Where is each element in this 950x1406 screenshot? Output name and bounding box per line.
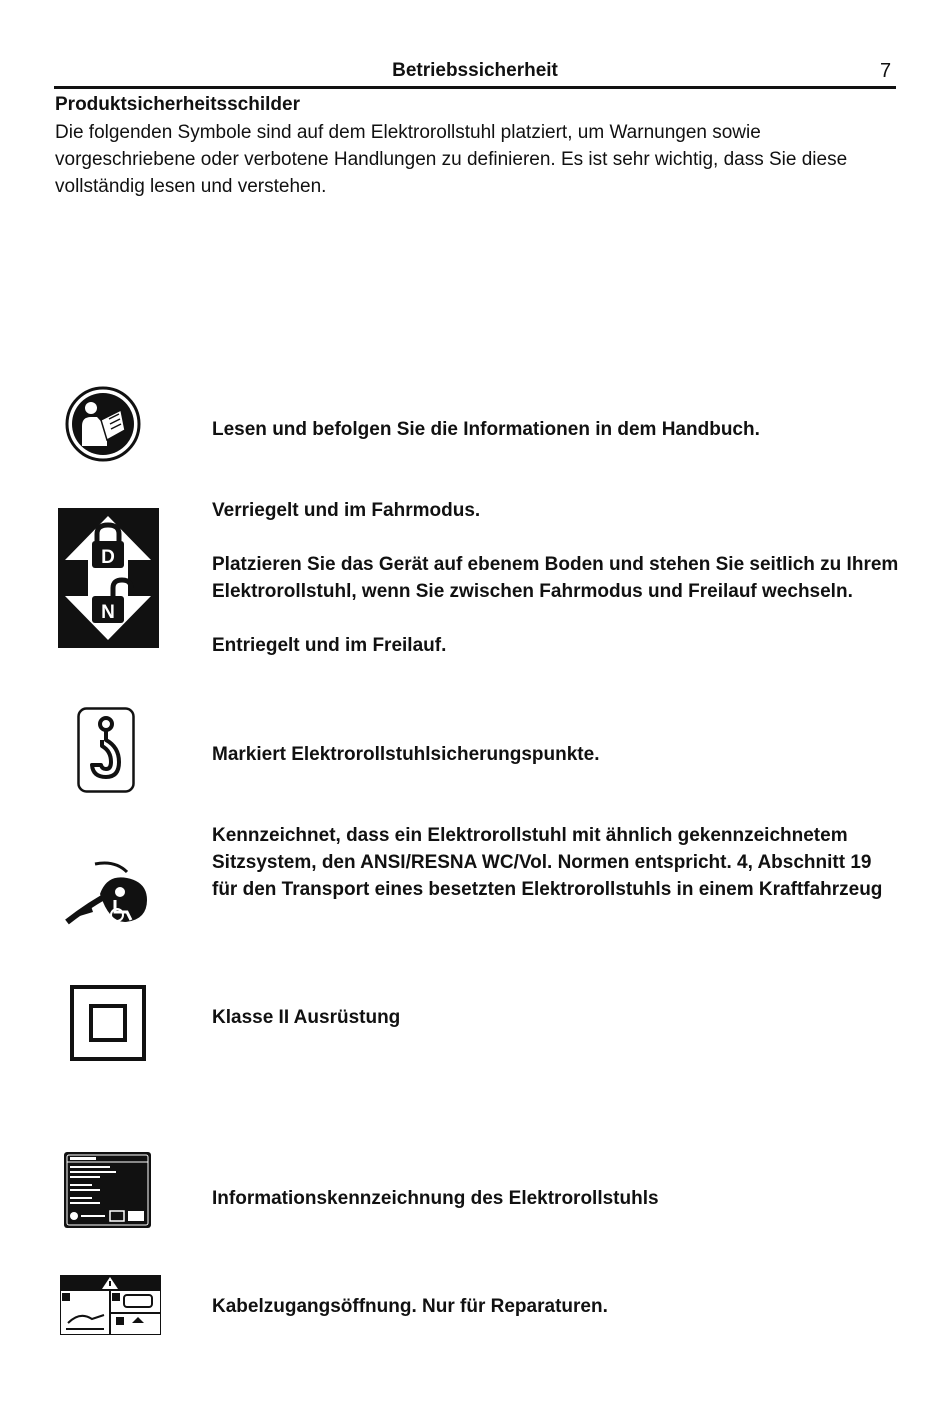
symbol-description-cable-access: Kabelzugangsöffnung. Nur für Reparaturen. xyxy=(212,1296,608,1317)
symbol-description-class-ii: Klasse II Ausrüstung xyxy=(212,1007,401,1028)
freewheel-mode-label: N xyxy=(101,602,115,623)
lock-drive-freewheel-icon xyxy=(58,508,159,648)
intro-paragraph: Die folgenden Symbole sind auf dem Elektrorollstuhl platziert, um Warnungen sowie vorgeschriebene oder verbotene Handlungen zu definieren. Es ist sehr wichtig, dass Sie diese vollständig lesen und verstehen. xyxy=(55,122,848,197)
symbol-description-transit: Kennzeichnet, dass ein Elektrorollstuhl mit ähnlich gekennzeichnetem Sitzsystem, den ANSI/RESNA WC/Vol. Normen entspricht. 4, Abschnitt 19 für den Transport eines besetzten Elektrorollstuhls in einem Kraftfahrzeug xyxy=(212,825,883,900)
class-ii-equipment-icon xyxy=(70,985,146,1061)
securement-hook-icon xyxy=(77,707,135,793)
section-heading: Produktsicherheitsschilder xyxy=(55,94,300,115)
cable-access-icon xyxy=(60,1275,161,1335)
locked-drive-text: Verriegelt und im Fahrmodus. xyxy=(212,500,481,521)
transit-seating-icon xyxy=(65,860,149,926)
symbol-description-read-manual: Lesen und befolgen Sie die Informationen in dem Handbuch. xyxy=(212,419,760,440)
read-manual-icon xyxy=(65,386,141,462)
symbol-description-product-label: Informationskennzeichnung des Elektrorollstuhls xyxy=(212,1188,659,1209)
symbol-description-securement: Markiert Elektrorollstuhlsicherungspunkte. xyxy=(212,744,600,765)
unlocked-freewheel-text: Entriegelt und im Freilauf. xyxy=(212,635,447,656)
page-header-title: Betriebssicherheit xyxy=(392,60,558,81)
header-divider xyxy=(54,86,896,89)
mode-switch-instructions: Platzieren Sie das Gerät auf ebenem Boden und stehen Sie seitlich zu Ihrem Elektrorollstuhl, wenn Sie zwischen Fahrmodus und Freilauf wechseln. xyxy=(212,554,899,602)
page-number: 7 xyxy=(880,60,892,82)
product-label-icon xyxy=(64,1152,151,1228)
symbol-description-lock-drive xyxy=(212,497,902,659)
drive-mode-label: D xyxy=(101,547,115,568)
